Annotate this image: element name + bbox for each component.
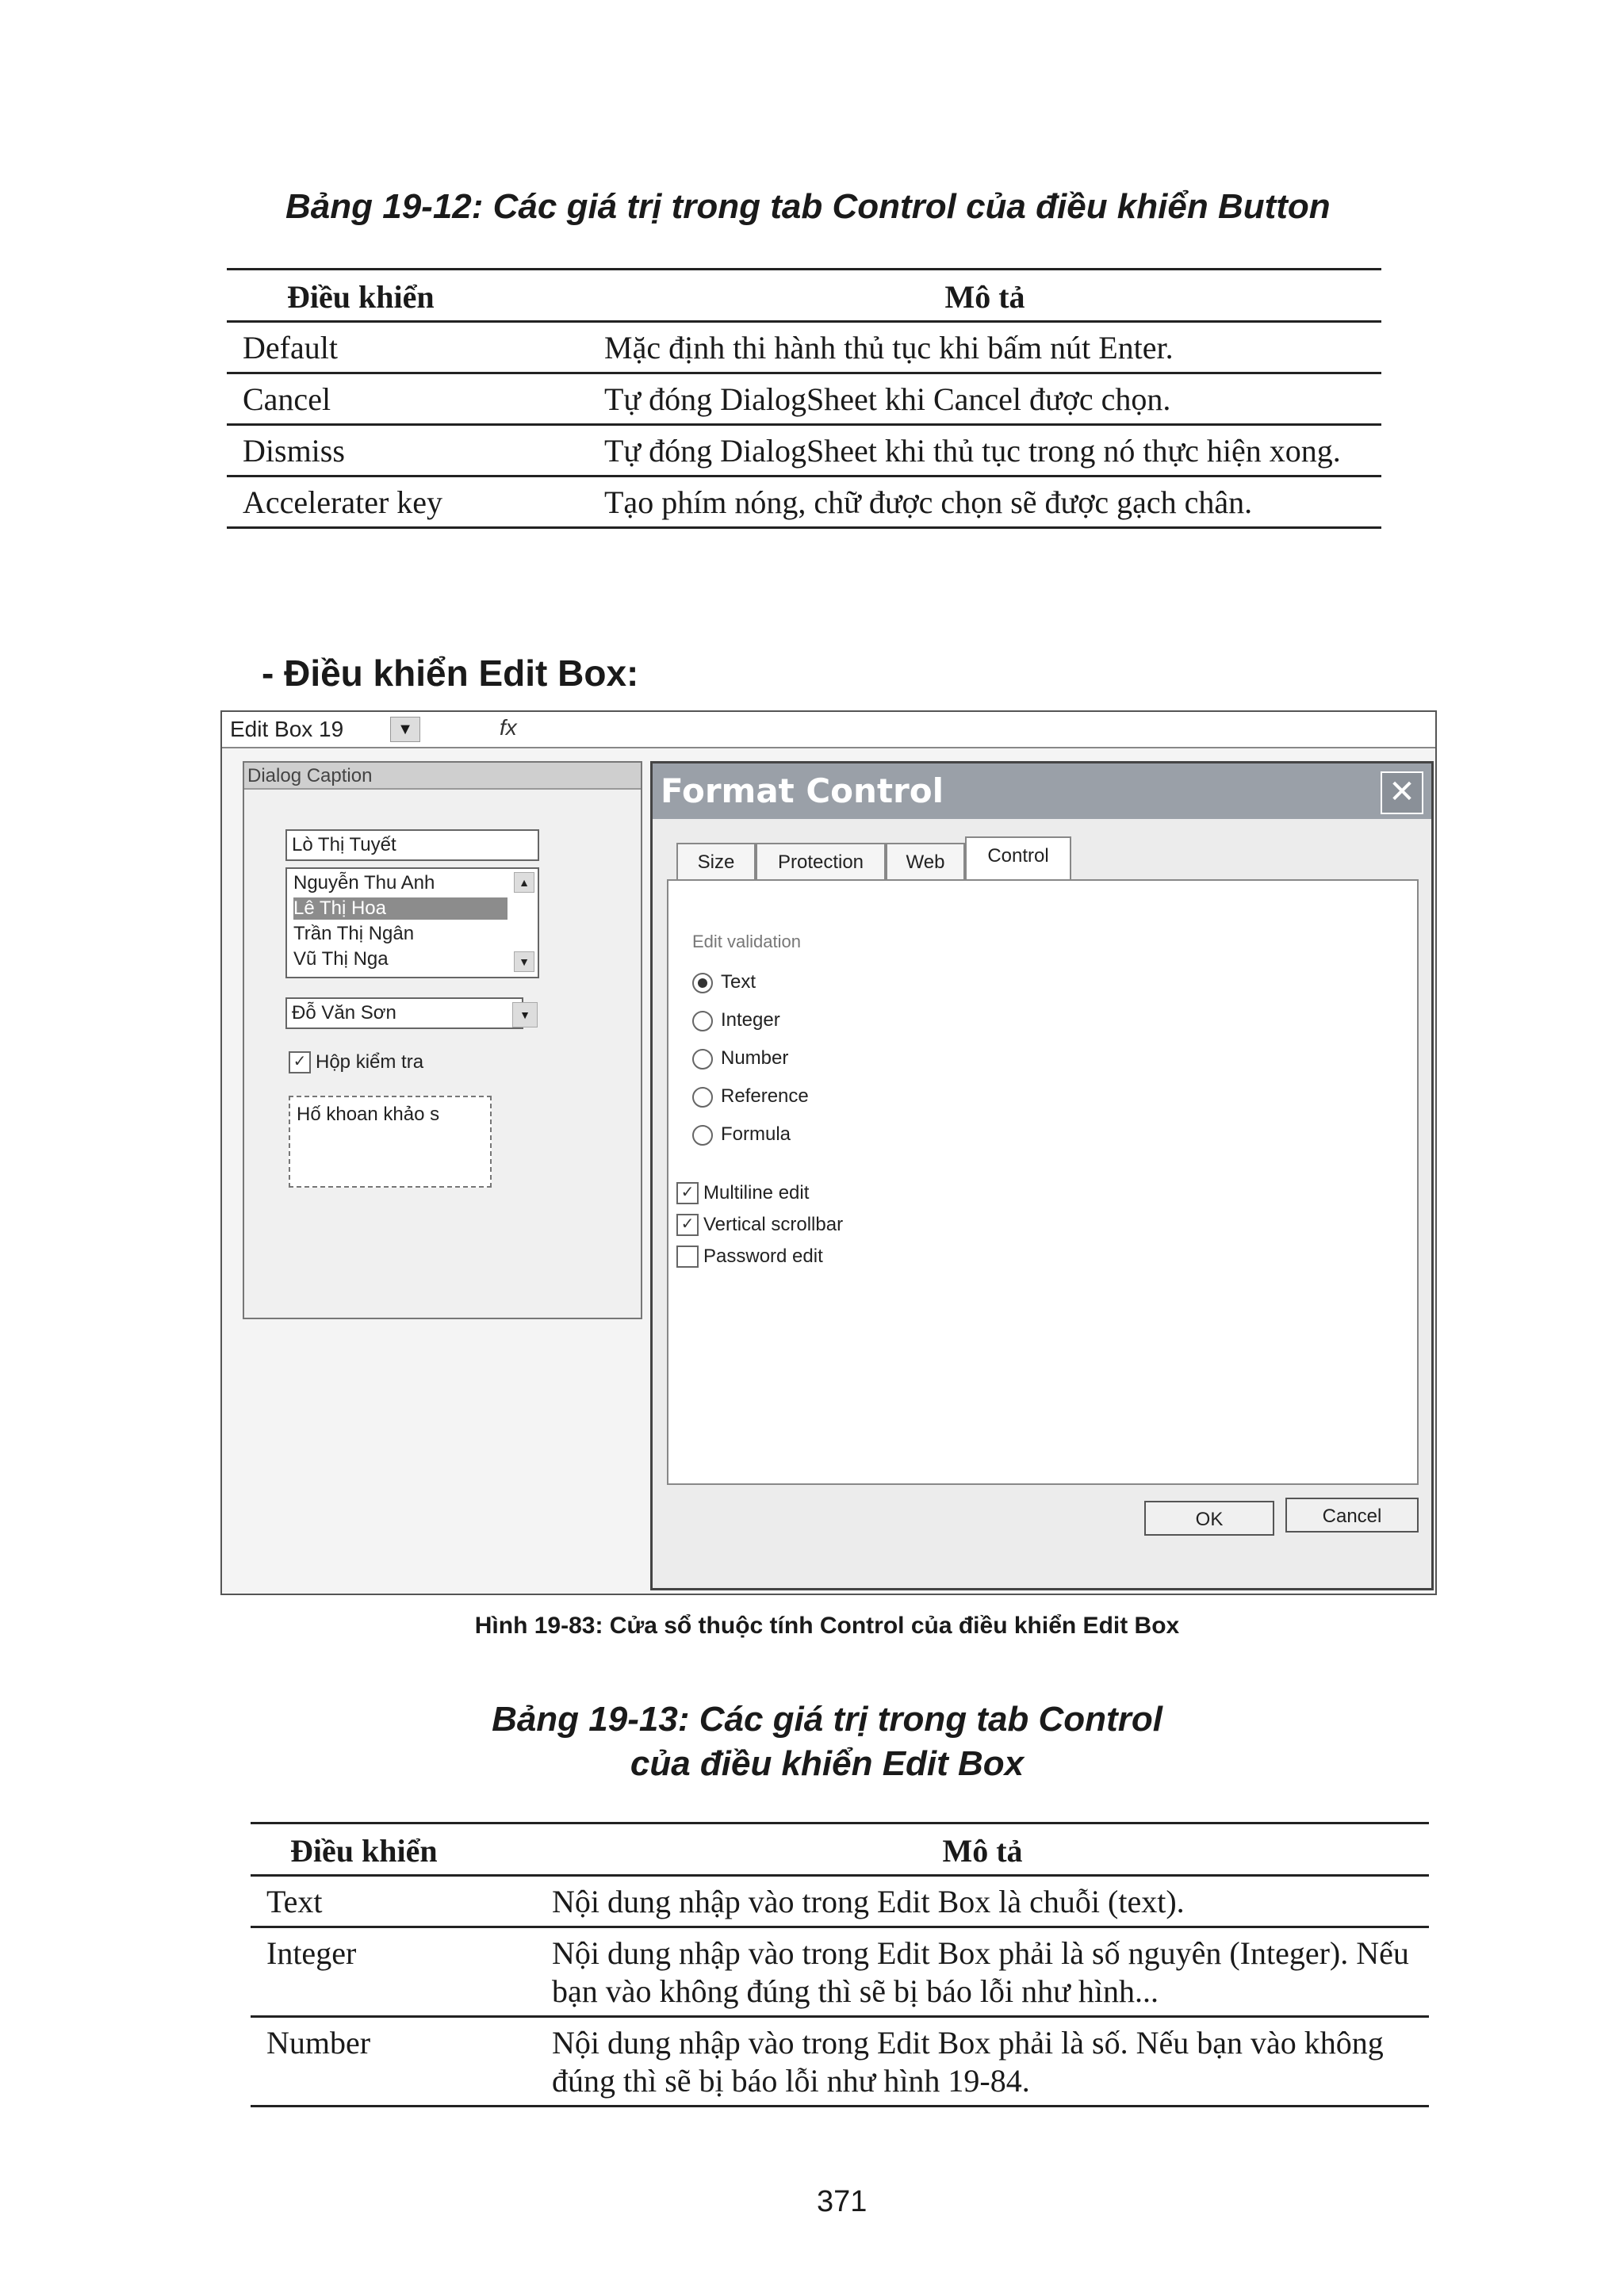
checkbox[interactable]: ✓ xyxy=(289,1051,311,1073)
name-box[interactable]: Edit Box 19 xyxy=(230,717,344,741)
chevron-down-icon[interactable]: ▼ xyxy=(390,717,420,742)
table2-caption-line1: Bảng 19-13: Các giá trị trong tab Control xyxy=(492,1700,1162,1739)
control-panel xyxy=(667,879,1419,1485)
dialog-sheet xyxy=(243,761,642,1319)
table-row xyxy=(227,425,1381,476)
combobox-value: Đỗ Văn Sơn xyxy=(292,1002,396,1024)
option-label: Formula xyxy=(721,1123,791,1145)
table1 xyxy=(227,268,1381,529)
chevron-down-icon[interactable]: ▼ xyxy=(512,1002,538,1027)
dialog-caption: Dialog Caption xyxy=(244,763,641,790)
group-label: Edit validation xyxy=(692,932,801,951)
list-item[interactable]: Lê Thị Hoa xyxy=(293,897,508,920)
page-number: 371 xyxy=(817,2185,868,2218)
table-row xyxy=(227,476,1381,528)
list-item[interactable]: Vũ Thị Nga xyxy=(293,948,389,970)
radio-integer[interactable] xyxy=(692,1011,713,1031)
table1-cell: Dismiss xyxy=(243,433,345,469)
format-control-title: Format Control xyxy=(653,763,1431,819)
table-row xyxy=(227,373,1381,425)
list-item[interactable]: Nguyễn Thu Anh xyxy=(293,872,435,894)
checkbox-password[interactable] xyxy=(676,1246,699,1268)
table-row xyxy=(251,1927,1429,2017)
table2-caption-line2: của điều khiển Edit Box xyxy=(630,1744,1025,1783)
dialog-listbox[interactable] xyxy=(285,867,539,978)
option-label: Integer xyxy=(721,1009,780,1031)
radio-reference[interactable] xyxy=(692,1087,713,1108)
format-control-dialog xyxy=(650,761,1434,1590)
tab-control[interactable]: Control xyxy=(965,836,1071,882)
table1-cell: Cancel xyxy=(243,381,331,417)
table1-cell: Tự đóng DialogSheet khi Cancel được chọn. xyxy=(604,381,1171,417)
checkbox-label: Password edit xyxy=(703,1246,823,1267)
figure-screenshot xyxy=(220,710,1437,1595)
tab-web[interactable]: Web xyxy=(886,843,965,881)
close-icon[interactable]: ✕ xyxy=(1381,771,1423,814)
table2-header-control: Điều khiển xyxy=(290,1833,438,1869)
scroll-down-icon[interactable]: ▼ xyxy=(514,951,534,972)
radio-text[interactable] xyxy=(692,973,713,993)
cancel-button[interactable]: Cancel xyxy=(1285,1498,1419,1533)
tab-protection[interactable]: Protection xyxy=(756,843,886,881)
table2-cell: Nội dung nhập vào trong Edit Box phải là số. Nếu bạn vào không đúng thì sẽ bị báo lỗi như hình 19-84. xyxy=(552,2025,1384,2099)
scroll-up-icon[interactable]: ▲ xyxy=(514,872,534,893)
table1-caption: Bảng 19-12: Các giá trị trong tab Control của điều khiển Button xyxy=(285,187,1331,226)
radio-number[interactable] xyxy=(692,1049,713,1070)
table1-cell: Tự đóng DialogSheet khi thủ tục trong nó thực hiện xong. xyxy=(604,433,1341,469)
checkbox-label: Multiline edit xyxy=(703,1182,810,1203)
tab-size[interactable]: Size xyxy=(676,843,756,881)
dialog-textbox[interactable]: Lò Thị Tuyết xyxy=(285,829,539,861)
table2-cell: Text xyxy=(266,1884,323,1919)
list-item[interactable]: Trần Thị Ngân xyxy=(293,923,415,944)
ok-button[interactable]: OK xyxy=(1144,1501,1274,1536)
checkbox-label: Vertical scrollbar xyxy=(703,1214,844,1235)
table2-cell: Nội dung nhập vào trong Edit Box là chuỗi (text). xyxy=(552,1884,1185,1919)
table-row xyxy=(251,1876,1429,1927)
dialog-combobox[interactable] xyxy=(285,997,523,1029)
section-heading: - Điều khiển Edit Box: xyxy=(262,652,639,694)
table2-cell: Integer xyxy=(266,1935,357,1971)
formula-bar xyxy=(222,712,1435,748)
table1-cell: Default xyxy=(243,330,338,365)
figure-caption: Hình 19-83: Cửa sổ thuộc tính Control của điều khiển Edit Box xyxy=(474,1613,1180,1639)
radio-formula[interactable] xyxy=(692,1125,713,1146)
table2-header-desc: Mô tả xyxy=(942,1833,1023,1869)
table2-cell: Number xyxy=(266,2025,371,2061)
fx-icon: fx xyxy=(500,715,517,740)
checkbox-multiline[interactable]: ✓ xyxy=(676,1182,699,1204)
option-label: Number xyxy=(721,1047,789,1069)
option-label: Reference xyxy=(721,1085,809,1107)
table1-cell: Tạo phím nóng, chữ được chọn sẽ được gạch chân. xyxy=(604,484,1253,520)
table2-cell: Nội dung nhập vào trong Edit Box phải là số nguyên (Integer). Nếu bạn vào không đúng thì sẽ bị báo lỗi như hình... xyxy=(552,1935,1409,2009)
table-row xyxy=(227,322,1381,373)
selected-editbox[interactable]: Hố khoan khảo s xyxy=(289,1096,492,1188)
table1-header-control: Điều khiển xyxy=(287,279,435,315)
option-label: Text xyxy=(721,971,756,993)
checkbox-vertical-scrollbar[interactable]: ✓ xyxy=(676,1214,699,1236)
table2 xyxy=(251,1822,1429,2107)
table1-cell: Mặc định thi hành thủ tục khi bấm nút Enter. xyxy=(604,330,1174,365)
table-row xyxy=(251,2017,1429,2107)
table1-cell: Accelerater key xyxy=(243,484,443,520)
checkbox-label: Hộp kiểm tra xyxy=(316,1051,424,1073)
table1-header-desc: Mô tả xyxy=(944,279,1025,315)
